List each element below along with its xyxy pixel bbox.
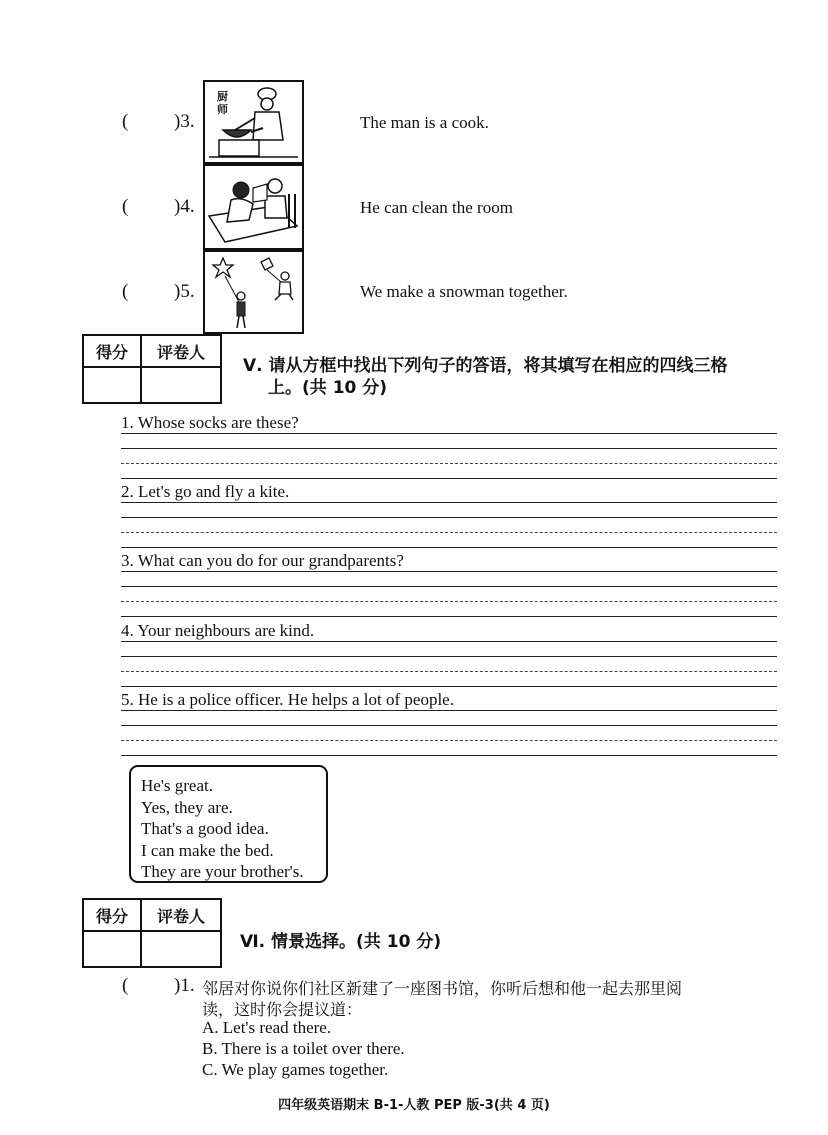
answer-options-box [129, 765, 328, 883]
writing-line[interactable] [121, 433, 777, 434]
score-cell[interactable] [83, 367, 141, 403]
score-cell[interactable] [83, 931, 141, 967]
answer-option: They are your brother's. [141, 862, 304, 881]
writing-line[interactable] [121, 656, 777, 657]
writing-line[interactable] [121, 448, 777, 449]
writing-line[interactable] [121, 502, 777, 503]
answer-paren-open[interactable]: ( [122, 975, 129, 996]
score-table [82, 334, 222, 404]
answer-paren-open[interactable]: ( [122, 111, 129, 132]
item-number: )5. [174, 281, 195, 302]
writing-line[interactable] [121, 740, 777, 741]
writing-line[interactable] [121, 478, 777, 479]
question-5: 5. He is a police officer. He helps a lot of people. [121, 690, 454, 709]
matching-sentence: He can clean the room [360, 198, 513, 217]
score-header: 得分 [83, 335, 141, 367]
section5-title-line2: 上。(共 10 分) [268, 378, 388, 398]
question-1: 1. Whose socks are these? [121, 413, 299, 432]
question-3: 3. What can you do for our grandparents? [121, 551, 404, 570]
writing-line[interactable] [121, 725, 777, 726]
choice-b[interactable]: B. There is a toilet over there. [202, 1039, 405, 1058]
question-stem-line1: 邻居对你说你们社区新建了一座图书馆，你听后想和他一起去那里阅 [202, 979, 683, 998]
question-4: 4. Your neighbours are kind. [121, 621, 315, 640]
question-2: 2. Let's go and fly a kite. [121, 482, 290, 501]
writing-line[interactable] [121, 571, 777, 572]
item-number: )3. [174, 111, 195, 132]
writing-line[interactable] [121, 517, 777, 518]
writing-line[interactable] [121, 710, 777, 711]
writing-line[interactable] [121, 641, 777, 642]
answer-option: I can make the bed. [141, 840, 274, 860]
caring-picture [203, 164, 304, 250]
choice-a[interactable]: A. Let's read there. [202, 1018, 332, 1037]
writing-line[interactable] [121, 547, 777, 548]
grader-header: 评卷人 [141, 335, 221, 367]
writing-line[interactable] [121, 616, 777, 617]
page-footer: 四年级英语期末 B-1-人教 PEP 版-3(共 4 页) [278, 1098, 550, 1113]
section5-title-line1: Ⅴ. 请从方框中找出下列句子的答语，将其填写在相应的四线三格 [243, 356, 728, 376]
cook-picture [203, 80, 304, 164]
item-number: )1. [174, 975, 195, 996]
grader-header: 评卷人 [141, 899, 221, 931]
writing-line[interactable] [121, 463, 777, 464]
grader-cell[interactable] [141, 931, 221, 967]
answer-paren-open[interactable]: ( [122, 196, 129, 217]
writing-line[interactable] [121, 532, 777, 533]
matching-sentence: We make a snowman together. [360, 282, 568, 301]
answer-paren-open[interactable]: ( [122, 281, 129, 302]
writing-line[interactable] [121, 755, 777, 756]
question-stem-line2: 读，这时你会提议道： [202, 1000, 363, 1019]
choice-c[interactable]: C. We play games together. [202, 1060, 389, 1079]
item-number: )4. [174, 196, 195, 217]
writing-line[interactable] [121, 586, 777, 587]
section6-title: Ⅵ. 情景选择。(共 10 分) [240, 932, 442, 952]
matching-sentence: The man is a cook. [360, 113, 489, 132]
picture-label-char-1: 厨 [217, 90, 228, 103]
score-table [82, 898, 222, 968]
answer-option: Yes, they are. [141, 797, 233, 817]
writing-line[interactable] [121, 671, 777, 672]
kite-picture [203, 250, 304, 334]
score-header: 得分 [83, 899, 141, 931]
grader-cell[interactable] [141, 367, 221, 403]
answer-option: He's great. [141, 776, 213, 795]
picture-label-char-2: 师 [217, 103, 228, 116]
answer-option: That's a good idea. [141, 819, 269, 838]
writing-line[interactable] [121, 601, 777, 602]
writing-line[interactable] [121, 686, 777, 687]
